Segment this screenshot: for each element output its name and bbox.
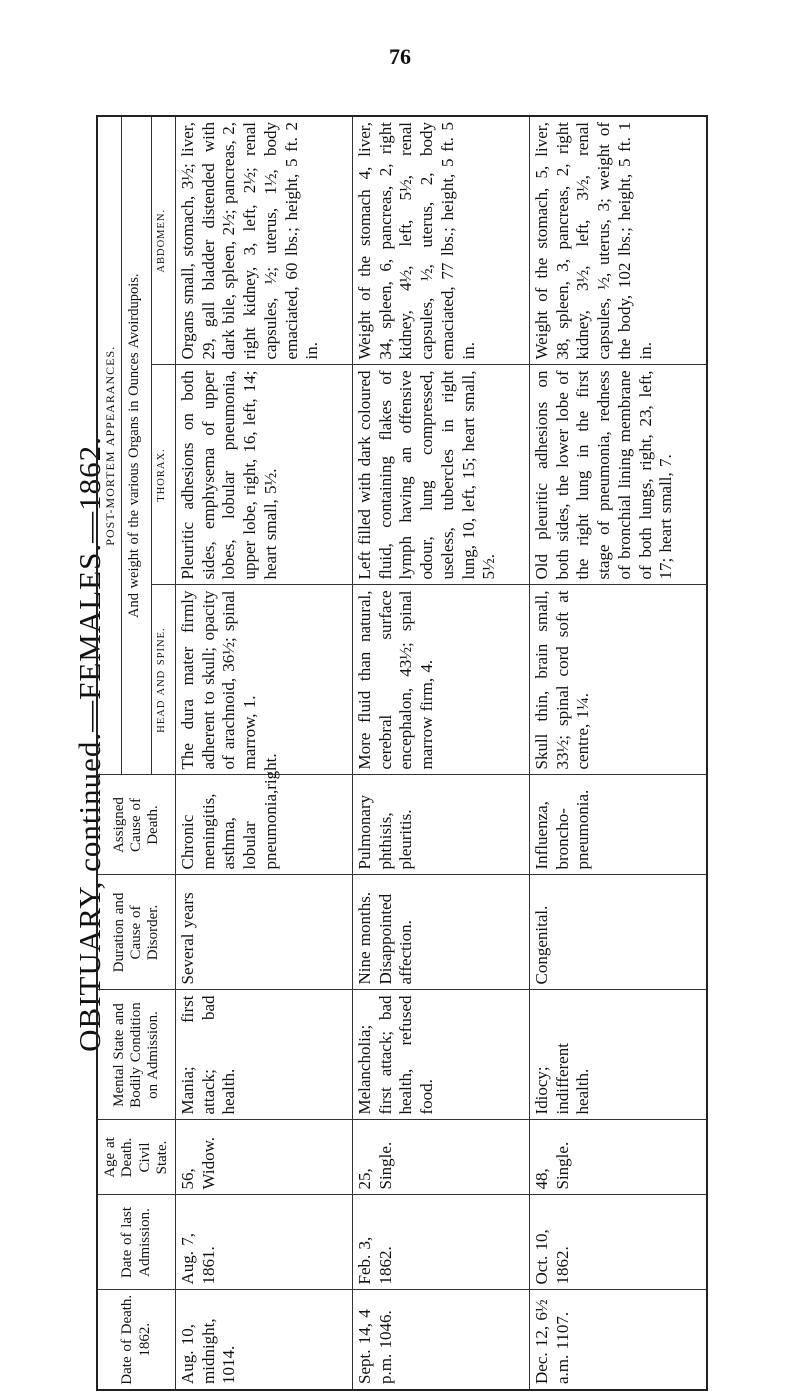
cell-date-of-death: Dec. 12, 6½ a.m. 1107. (529, 1290, 707, 1390)
col-group-post-mortem-subtitle: And weight of the various Organs in Ounces Avoirdupois. (122, 116, 152, 775)
cell-duration: Several years (176, 875, 353, 990)
cell-thorax: Pleuritic adhesions on both sides, emphysema of upper lobes, lobular pneumonia, upper lobe, right, 16, left, 14; heart small, 5½. (176, 365, 353, 585)
cell-date-last-admission: Aug. 7, 1861. (176, 1195, 353, 1290)
obituary-table-rotated (96, 117, 700, 1391)
cell-date-of-death: Sept. 14, 4 p.m. 1046. (352, 1290, 529, 1390)
cell-head-spine: Skull thin, brain small, 33½; spinal cord soft at centre, 1¼. (529, 585, 707, 775)
table-row (529, 116, 707, 1390)
cell-mental-state: Idiocy; indifferent health. (529, 990, 707, 1120)
cell-date-last-admission: Feb. 3, 1862. (352, 1195, 529, 1290)
col-assigned-cause: Assigned Cause of Death. (97, 775, 176, 875)
cell-age-civil-state: 56, Widow. (176, 1120, 353, 1195)
cell-mental-state: Mania; first attack; bad health. (176, 990, 353, 1120)
cell-duration: Congenital. (529, 875, 707, 990)
col-date-of-death: Date of Death. 1862. (97, 1290, 176, 1390)
cell-abdomen: Weight of the stomach, 5, liver, 38, spleen, 3, pancreas, 2, right kidney, 3½, left, 3½, renal capsules, ½, uterus, 3; weight of the body, 102 lbs.; height, 5 ft. 1 in. (529, 116, 707, 365)
page-number: 76 (389, 44, 411, 69)
cell-thorax: Old pleuritic adhesions on both sides, the lower lobe of the right lung in the first stage of pneumonia, redness of bronchial lining membrane of both lungs, right, 23, left, 17; heart small, 7. (529, 365, 707, 585)
cell-assigned-cause: Pulmonary phthisis, pleuritis. (352, 775, 529, 875)
page-heading-text: OBITUARY, continued.—FEMALES.—1862. (72, 436, 107, 1052)
cell-head-spine: The dura mater firmly adherent to skull; opacity of arachnoid, 36½; spinal marrow, 1. (176, 585, 353, 775)
cell-assigned-cause: Influenza, broncho-pneumonia. (529, 775, 707, 875)
col-group-post-mortem: POST-MORTEM APPEARANCES. (97, 116, 122, 775)
col-head-spine: HEAD AND SPINE. (151, 585, 175, 775)
table-row (176, 116, 353, 1390)
col-thorax: THORAX. (151, 365, 175, 585)
cell-date-last-admission: Oct. 10, 1862. (529, 1195, 707, 1290)
cell-abdomen: Weight of the stomach 4, liver, 34, spleen, 6, pancreas, 2, right kidney, 4½, left, 5½, renal capsules, ½, uterus, 2, body emaciated, 77 lbs.; height, 5 ft. 5 in. (352, 116, 529, 365)
header-row (97, 116, 122, 1390)
table-row (352, 116, 529, 1390)
obituary-table (96, 115, 708, 1391)
col-age-civil-state: Age at Death. Civil State. (97, 1120, 176, 1195)
cell-abdomen: Organs small, stomach, 3½; liver, 29, gall bladder distended with dark bile, spleen, 2½; pancreas, 2, right kidney, 3, left, 2½; renal capsules, ½; uterus, 1½, body emaciated, 60 lbs.; height, 5 ft. 2 in. (176, 116, 353, 365)
cell-date-of-death: Aug. 10, midnight, 1014. (176, 1290, 353, 1390)
cell-assigned-cause: Chronic meningitis, asthma, lobular pneumonia,right. (176, 775, 353, 875)
col-mental-state: Mental State and Bodily Condition on Admission. (97, 990, 176, 1120)
cell-age-civil-state: 25, Single. (352, 1120, 529, 1195)
col-abdomen: ABDOMEN. (151, 116, 175, 365)
cell-thorax: Left filled with dark coloured fluid, containing flakes of lymph having an offensive odour, lung compressed, useless, tubercles in right lung, 10, left, 15; heart small, 5½. (352, 365, 529, 585)
cell-age-civil-state: 48, Single. (529, 1120, 707, 1195)
cell-duration: Nine months. Disappointed affection. (352, 875, 529, 990)
col-date-last-admission: Date of last Admission. (97, 1195, 176, 1290)
cell-mental-state: Melancholia; first attack; bad health, refused food. (352, 990, 529, 1120)
cell-head-spine: More fluid than natural, cerebral surface encephalon, 43½; spinal marrow firm, 4. (352, 585, 529, 775)
col-duration: Duration and Cause of Disorder. (97, 875, 176, 990)
